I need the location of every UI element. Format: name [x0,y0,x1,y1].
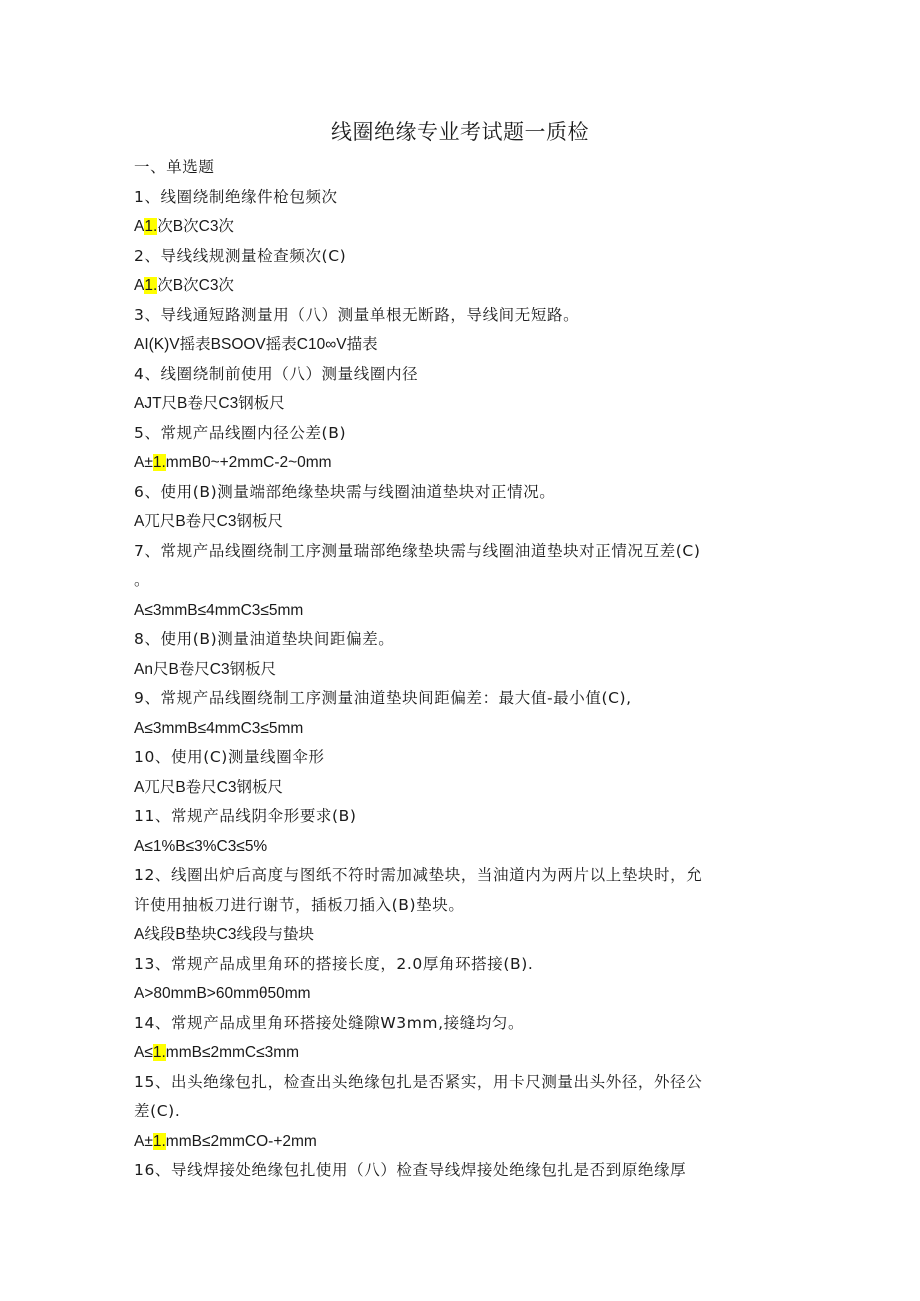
answer-text: A± [134,454,153,471]
answer-options-line [134,389,794,419]
question-line: 5、常规产品线圈内径公差(B) [134,423,347,442]
answer-options-line [134,920,794,950]
question-line: 1、线圈绕制绝缘件枪包频次 [134,187,338,206]
question-line: 16、导线焊接处绝缘包扎使用（八）检查导线焊接处绝缘包扎是否到原绝缘厚 [134,1161,687,1179]
answer-text: mmB0~+2mmC-2~0mm [165,454,332,471]
question-line: 6、使用(B)测量端部绝缘垫块需与线圈油道垫块对正情况。 [134,482,556,501]
question-line: 12、线圈出炉后高度与图纸不符时需加减垫块，当油道内为两片以上垫块时，允 [134,866,703,884]
highlighted-text: 1. [152,1132,166,1150]
answer-options-line [134,979,794,1009]
question-line: 4、线圈绕制前使用（八）测量线圈内径 [134,364,419,383]
answer-text: A线段B垫块C3线段与蛰块 [134,926,314,943]
answer-text: An尺B卷尺C3钢板尺 [134,660,277,678]
question-line: 14、常规产品成里角环搭接处缝隙W3mm,接缝均匀。 [134,1013,525,1032]
answer-options-line [134,773,794,803]
answer-text: A兀尺B卷尺C3钢板尺 [134,778,283,796]
answer-text: 次B次C3次 [157,218,234,235]
answer-options-line [134,1127,794,1157]
answer-options-line [134,212,794,242]
document-title: 线圈绝缘专业考试题一质检 [331,120,589,144]
highlighted-text: 1. [144,218,158,235]
answer-options-line [134,448,794,478]
highlighted-text: 1. [144,277,158,294]
answer-text: A≤3mmB≤4mmC3≤5mm [134,719,304,737]
question-line: 11、常规产品线阴伞形要求(B) [134,807,357,825]
question-line: 3、导线通短路测量用（八）测量单根无断路，导线间无短路。 [134,305,580,324]
question-line: 9、常规产品线圈绕制工序测量油道垫块间距偏差：最大值-最小值(C), [134,689,632,707]
answer-options-line [134,655,794,685]
document-body [134,153,794,1186]
question-line: 13、常规产品成里角环的搭接长度，2.0厚角环搭接(B). [134,954,534,973]
answer-text: A [134,277,145,294]
question-line: 许使用抽板刀进行谢节，插板刀插入(B)垫块。 [134,895,465,914]
question-line: 10、使用(C)测量线圈伞形 [134,748,325,766]
question-line: 2、导线线规测量检查频次(C) [134,246,347,265]
answer-options-line [134,832,794,862]
answer-text: A [134,218,145,235]
question-line: 一、单选题 [134,158,215,176]
answer-text: mmB≤2mmC≤3mm [165,1044,300,1061]
answer-text: 次B次C3次 [157,277,234,294]
answer-options-line [134,330,794,360]
answer-text: AI(K)V摇表BSOOV摇表C10∞V描表 [134,336,378,353]
question-line: 7、常规产品线圈绕制工序测量瑞部绝缘垫块需与线圈油道垫块对正情况互差(C) [134,541,701,560]
answer-text: A± [134,1132,153,1150]
answer-options-line [134,596,794,626]
answer-text: AJT尺B卷尺C3钢板尺 [134,395,285,412]
answer-options-line [134,507,794,537]
answer-text: mmB≤2mmCO-+2mm [165,1132,317,1150]
answer-text: A≤ [134,1044,153,1061]
question-line: 15、出头绝缘包扎，检查出头绝缘包扎是否紧实，用卡尺测量出头外径，外径公 [134,1072,703,1091]
answer-options-line [134,271,794,301]
question-line: 差(C). [134,1102,181,1120]
answer-options-line [134,714,794,744]
question-line: 。 [134,571,151,589]
highlighted-text: 1. [152,1044,166,1061]
question-line: 8、使用(B)测量油道垫块间距偏差。 [134,630,395,648]
highlighted-text: 1. [152,454,166,471]
answer-text: A≤1%B≤3%C3≤5% [134,837,268,855]
answer-text: A兀尺B卷尺C3钢板尺 [134,513,283,530]
answer-text: A>80mmB>60mmθ50mm [134,985,311,1002]
answer-text: A≤3mmB≤4mmC3≤5mm [134,601,304,619]
answer-options-line [134,1038,794,1068]
